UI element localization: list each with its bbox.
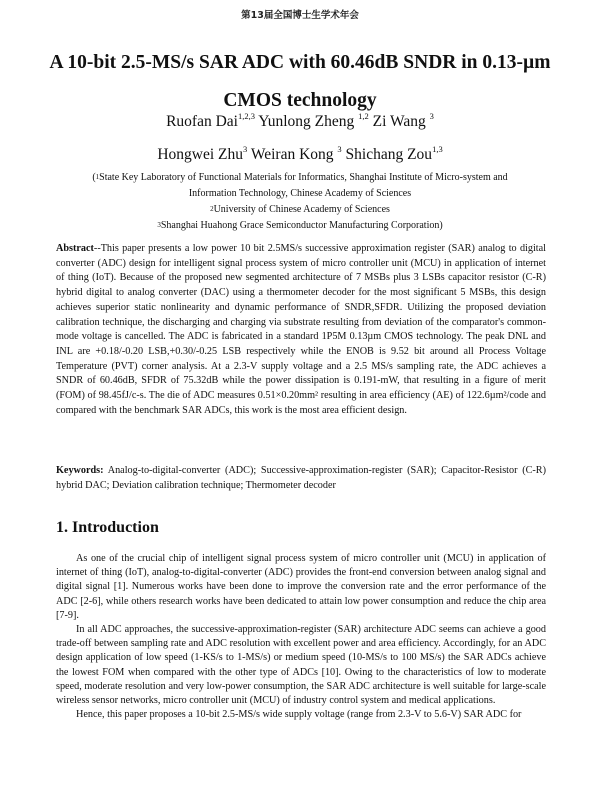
author-affiliation-marker: 3: [337, 144, 342, 154]
keywords: [56, 463, 546, 493]
authors-line-1: [40, 113, 560, 131]
affiliations: [60, 170, 540, 234]
body-paragraph: In all ADC approaches, the successive-approximation-register (SAR) architecture ADC seems can achieve a good trade-off between sampling rate and ADC resolution with excellent power and area efficiency. Accordingly, for an ADC design application of low speed (1-KS/s to 1-MS/s) or medium speed (10-MS/s to 100 MS/s) the SAR ADCs achieve the lowest FOM when compared with the other type of ADCs [10]. Owing to the characteristics of low to moderate speed, moderate resolution and very low-power consumption, the SAR ADC architecture is well suitable for large-scale wireless sensor networks, micro controller unit (MCU) of industry control system and medical applications.: [56, 624, 546, 707]
author-name: Ruofan Dai: [166, 113, 238, 130]
abstract: [56, 242, 546, 418]
affiliation-text: University of Chinese Academy of Sciences: [213, 204, 390, 215]
abstract-label: Abstract: [56, 243, 94, 254]
keywords-label: Keywords:: [56, 465, 104, 476]
body-paragraph: Hence, this paper proposes a 10-bit 2.5-MS/s wide supply voltage (range from 2.3-V to 5.6-V) SAR ADC for: [76, 709, 522, 721]
body-paragraph: As one of the crucial chip of intelligent signal process system of micro controller unit (MCU) in application of internet of thing (IoT), analog-to-digital-converter (ADC) provides the front-end conversion between analog signal and digital signal [1]. Numerous works have been done to improve the conversion rate and the error performance of the ADC [2-6], while others research works have been dedicated to attain low power consumption and reduce the chip area [7-9].: [56, 553, 546, 621]
open-parenthesis: (: [92, 172, 96, 183]
affiliation-text: State Key Laboratory of Functional Materials for Informatics, Shanghai Institute of Micro-system and: [99, 172, 508, 183]
affiliation-marker: 1: [95, 173, 100, 181]
section-heading-introduction: 1. Introduction: [56, 519, 159, 536]
author-affiliation-marker: 1,3: [432, 144, 443, 154]
affiliation-2: [60, 202, 540, 218]
author-affiliation-marker: 1,2: [358, 111, 369, 121]
affiliation-1: [60, 170, 540, 186]
abstract-text: --This paper presents a low power 10 bit 2.5MS/s successive approximation register (SAR) analog to digital converter (ADC) design for intelligent signal process system of micro controller unit (MCU) in application of internet of thing (IoT). Because of the proposed new segmented architecture of 7 MSBs plus 3 LSBs capacitor resistor (C-R) hybrid digital to analog converter (DAC) using a thermometer decoder for the most significant 5 MSBs, this design achieves superior static nonlinearity and dynamic performance of SNDR,SFDR. Utilizing the proposed deviation calibration technique, the discharging and charging via substrate resulting from deviation of the comparator's common-mode voltage is cancelled. The ADC is fabricated in a standard 1P5M 0.13µm CMOS technology. The peak DNL and INL are +0.18/-0.20 LSB,+0.30/-0.25 LSB respectively while the ENOB is 9.52 bit around all Process Voltage Temperature (PVT) corner analysis. At a 2.3-V supply voltage and a 2.5 MS/s sampling rate, the ADC achieves a SNDR of 60.46dB, SFDR of 75.32dB while the power dissipation is 0.191-mW, that resulting in a figure of merit (FOM) of 98.45fJ/c-s. The die of ADC measures 0.51×0.20mm² resulting in area efficiency (AE) of 122.6µm²/code and compared with the benchmark SAR ADCs, this work is the most area efficient design.: [56, 243, 546, 416]
affiliation-marker: 3: [157, 221, 161, 229]
author-affiliation-marker: 3: [242, 144, 248, 154]
author-affiliation-marker: 1,2,3: [237, 111, 255, 121]
conference-header: 第13届全国博士生学术年会: [241, 10, 359, 21]
author-name: Hongwei Zhu: [157, 146, 243, 163]
keywords-text: Analog-to-digital-converter (ADC); Successive-approximation-register (SAR); Capacitor-Resistor (C-R) hybrid DAC; Deviation calibration technique; Thermometer decoder: [56, 465, 546, 491]
author-name: Zi Wang: [372, 113, 426, 130]
introduction-body: [56, 552, 546, 722]
authors-line-2: [40, 146, 560, 164]
author-name: Weiran Kong: [250, 146, 334, 163]
paper-title: A 10-bit 2.5-MS/s SAR ADC with 60.46dB SNDR in 0.13-µm CMOS technology: [49, 52, 551, 111]
author-name: Yunlong Zheng: [258, 113, 355, 130]
author-affiliation-marker: 3: [429, 111, 434, 121]
affiliation-1-continued: Information Technology, Chinese Academy of Sciences: [188, 188, 412, 199]
affiliation-text: Shanghai Huahong Grace Semiconductor Manufacturing Corporation): [160, 220, 443, 231]
affiliation-marker: 2: [210, 205, 214, 213]
affiliation-3: [60, 218, 540, 234]
author-name: Shichang Zou: [345, 146, 433, 163]
